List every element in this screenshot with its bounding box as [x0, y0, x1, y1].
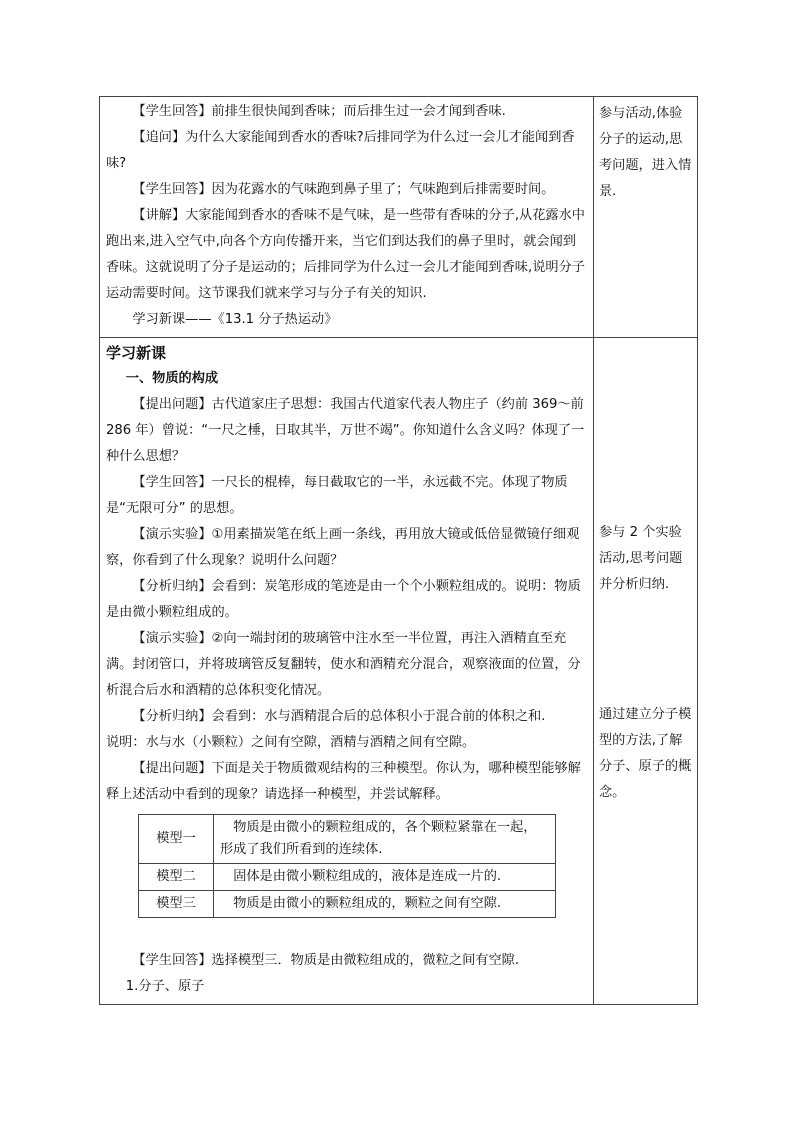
intro-paragraph-new-lesson: 学习新课——《13.1 分子热运动》: [132, 312, 338, 327]
model-table: [138, 814, 556, 918]
subsection-title: 一、物质的构成: [125, 371, 219, 386]
intro-paragraph-followup-question: 【追问】为什么大家能闻到香水的香味?后排同学为什么过一会儿才能闻到香味?: [106, 130, 575, 171]
lesson-paragraph-model-question: 【提出问题】下面是关于物质微观结构的三种模型。你认为，哪种模型能够解释上述活动中看到的现象？请选择一种模型，并尝试解释。: [106, 761, 581, 802]
lesson-paragraph-student-answer: 【学生回答】一尺长的棍棒，每日截取它的一半，永远截不完。体现了物质是“无限可分” 的思想。: [106, 475, 568, 516]
side-note-molecule-model: 通过建立分子模型的方法,了解分子、原子的概念。: [599, 707, 692, 800]
side-spacer-top: [599, 342, 692, 520]
model-name: 模型三: [139, 891, 214, 918]
model-description: 固体是由微小颗粒组成的，液体是连成一片的.: [214, 864, 556, 891]
model-description: 物质是由微小的颗粒组成的，颗粒之间有空隙.: [214, 891, 556, 918]
lesson-paragraph-experiment-2: 【演示实验】②向一端封闭的玻璃管中注水至一半位置，再注入酒精直至充满。封闭管口，并将玻璃管反复翻转，使水和酒精充分混合，观察液面的位置，分析混合后水和酒精的总体积变化情况。: [106, 631, 581, 698]
intro-paragraph-student-answer: 【学生回答】前排生很快闻到香味；而后排生过一会才闻到香味.: [132, 104, 506, 119]
model-row: [139, 891, 556, 918]
lesson-main-cell: [100, 338, 594, 1005]
table-row-new-lesson: [100, 338, 698, 1005]
lesson-paragraph-model-answer: 【学生回答】选择模型三．物质是由微粒组成的，微粒之间有空隙.: [132, 953, 520, 968]
model-row: [139, 864, 556, 891]
intro-paragraph-student-answer-2: 【学生回答】因为花露水的气味跑到鼻子里了；气味跑到后排需要时间。: [132, 182, 555, 197]
lesson-plan-table: [99, 96, 698, 1005]
lesson-paragraph-zhuangzi-question: 【提出问题】古代道家庄子思想：我国古代道家代表人物庄子（约前 369～前 286 年）曾说：“一尺之棰，日取其半，万世不竭”。你知道什么含义吗？体现了一种什么思想？: [106, 397, 585, 464]
lesson-heading-molecules-atoms: 1.分子、原子: [125, 979, 205, 994]
model-description: 物质是由微小的颗粒组成的，各个颗粒紧靠在一起，形成了我们所看到的连续体.: [214, 815, 556, 864]
table-row-intro: [100, 97, 698, 338]
lesson-paragraph-analysis-2: 【分析归纳】会看到：水与酒精混合后的总体积小于混合前的体积之和.: [132, 709, 546, 724]
model-name: 模型二: [139, 864, 214, 891]
lesson-paragraph-explanation: 说明：水与水（小颗粒）之间有空隙，酒精与酒精之间有空隙。: [106, 735, 476, 750]
model-row: [139, 815, 556, 864]
model-name: 模型一: [139, 815, 214, 864]
intro-side-cell: [594, 97, 698, 338]
intro-side-note: 参与活动,体验分子的运动,思考问题，进入情景.: [599, 106, 692, 199]
lesson-paragraph-analysis-1: 【分析归纳】会看到：炭笔形成的笔迹是由一个个小颗粒组成的。说明：物质是由微小颗粒组成的。: [106, 579, 581, 620]
intro-main-cell: [100, 97, 594, 338]
side-note-experiments: 参与 2 个实验活动,思考问题并分析归纳.: [599, 525, 683, 592]
lesson-paragraph-experiment-1: 【演示实验】①用素描炭笔在纸上画一条线，再用放大镜或低倍显微镜仔细观察，你看到了什么现象？说明什么问题？: [106, 527, 580, 568]
spacer: [106, 922, 587, 948]
lesson-side-cell: [594, 338, 698, 1005]
side-spacer-middle: [599, 598, 692, 702]
intro-paragraph-explanation: 【讲解】大家能闻到香水的香味不是气味，是一些带有香味的分子,从花露水中跑出来,进入空气中,向各个方向传播开来，当它们到达我们的鼻子里时，就会闻到香味。这就说明了分子是运动的；后排同学为什么过一会儿才能闻到香味,说明分子运动需要时间。这节课我们就来学习与分子有关的知识.: [106, 208, 585, 301]
section-title: 学习新课: [106, 344, 167, 362]
